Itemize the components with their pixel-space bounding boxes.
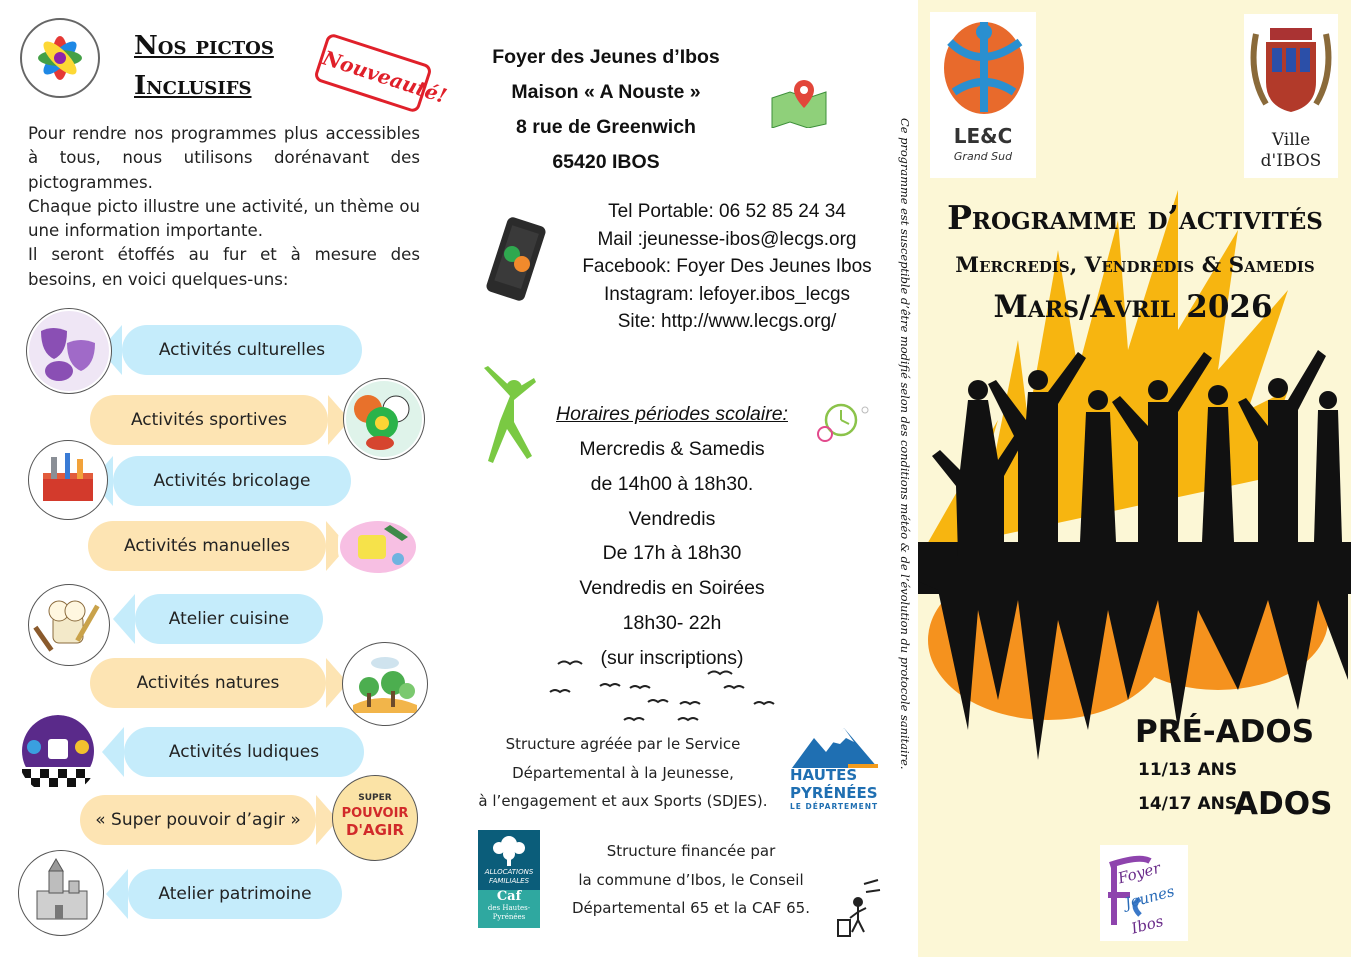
theater-masks-icon — [26, 308, 112, 394]
pictos-title: Nos pictos Inclusifs — [134, 31, 274, 101]
super-pouvoir-badge-icon: SUPER POUVOIR D'AGIR — [332, 775, 418, 861]
board-games-icon — [18, 715, 98, 795]
address-block: Foyer des Jeunes d’Ibos Maison « A Nouste » 8 rue de Greenwich 65420 IBOS — [492, 46, 720, 173]
activity-bricolage: Activités bricolage — [113, 456, 351, 506]
cover-panel — [918, 0, 1351, 957]
pre-ados-label: PRÉ-ADOS — [1135, 714, 1315, 750]
caf-tree-icon — [478, 830, 540, 870]
disclaimer-vertical: Ce programme est susceptible d’être modifié selon des conditions météo & de l’évolution du protocole sanitaire. — [898, 118, 912, 770]
instagram-text: Instagram: lefoyer.ibos_lecgs — [603, 283, 851, 305]
website-text: Site: http://www.lecgs.org/ — [617, 311, 837, 333]
hautes-pyrenees-logo: HAUTES PYRÉNÉES LE DÉPARTEMENT — [788, 724, 882, 816]
program-period: Mars/Avril 2026 — [993, 289, 1273, 325]
crafts-icon — [338, 515, 420, 575]
caf-logo: ALLOCATIONS FAMILIALES Caf des Hautes- Pyrénées — [478, 830, 540, 928]
map-pin-icon — [768, 76, 830, 128]
flying-birds-icon — [548, 652, 780, 732]
mail-text: Mail :jeunesse-ibos@lecgs.org — [597, 228, 857, 250]
church-heritage-icon — [18, 850, 104, 936]
pictos-panel — [0, 0, 450, 957]
age-range-ados: 14/17 ANS — [1138, 794, 1238, 814]
program-days: Mercredis, Vendredis & Samedis — [955, 253, 1315, 278]
coat-of-arms-icon — [1244, 14, 1338, 126]
activity-culturelles: Activités culturelles — [122, 325, 362, 375]
phone-text: Tel Portable: 06 52 85 24 34 — [608, 201, 846, 222]
program-title: Programme d’activités — [947, 198, 1323, 237]
activity-natures: Activités natures — [90, 658, 326, 708]
lec-logo: LE&C Grand Sud — [930, 12, 1036, 178]
structure-financee-text: Structure financée par la commune d’Ibos, le Conseil Départemental 65 et la CAF 65. — [572, 842, 810, 917]
activity-cuisine: Atelier cuisine — [135, 594, 323, 644]
hours-block: Mercredis & Samedis de 14h00 à 18h30. Vendredis De 17h à 18h30 Vendredis en Soirées 18h30- 22h (sur inscriptions) — [579, 438, 765, 669]
facebook-text: Facebook: Foyer Des Jeunes Ibos — [582, 256, 872, 278]
nature-trees-icon — [342, 642, 428, 726]
trash-bin-person-icon — [832, 876, 884, 942]
activity-sportives: Activités sportives — [90, 395, 328, 445]
ados-label: ADOS — [1234, 786, 1333, 822]
structure-agreee-text: Structure agréée par le Service Départemental à la Jeunesse, à l’engagement et aux Sports (SDJES). — [478, 735, 768, 810]
activity-manuelles: Activités manuelles — [88, 521, 326, 571]
activity-patrimoine: Atelier patrimoine — [128, 869, 342, 919]
lec-figure-icon — [930, 12, 1036, 122]
activity-super-pouvoir: « Super pouvoir d’agir » — [80, 795, 316, 845]
foyer-jeunes-logo: Foyer Jeunes Ibos — [1100, 845, 1188, 941]
cooking-icon — [28, 584, 110, 666]
age-range-pre-ados: 11/13 ANS — [1138, 760, 1238, 780]
colorful-hands-logo-icon — [20, 18, 100, 98]
sports-balls-icon — [343, 378, 425, 460]
smartphone-icon — [482, 214, 556, 308]
toolbox-icon — [28, 440, 108, 520]
hours-title: Horaires périodes scolaire: — [556, 403, 788, 425]
contact-block — [560, 198, 894, 336]
activity-ludiques: Activités ludiques — [124, 727, 364, 777]
new-badge: Nouveauté! — [313, 32, 433, 114]
intro-text: Pour rendre nos programmes plus accessibles à tous, nous utilisons dorénavant des pictogrammes. Chaque picto illustre une activité, un thème ou une information importante. Il seront étoffés au fur et à mesure des besoins, en voici quelques-uns: — [28, 124, 420, 289]
ville-ibos-logo: Ville d'IBOS — [1244, 14, 1338, 178]
